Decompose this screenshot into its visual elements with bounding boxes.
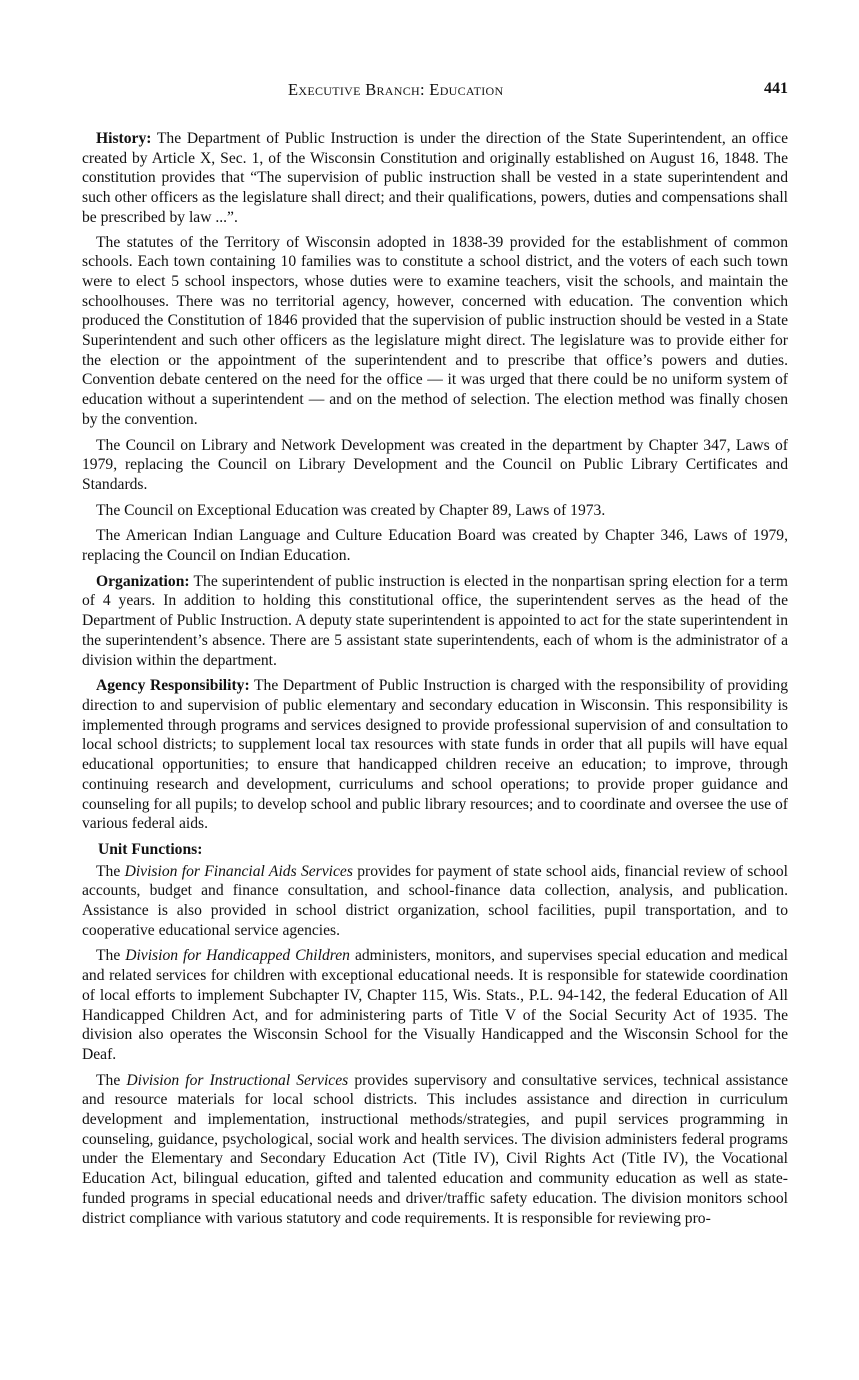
handicapped-children-division: Division for Handicapped Children xyxy=(125,947,350,965)
running-header xyxy=(0,80,859,104)
agency-responsibility-paragraph xyxy=(82,676,788,834)
history-lead: History: xyxy=(96,130,152,147)
financial-aids-text: provides for payment of state school aids, financial review of school accounts, budget and finance consultation, and school-finance data collection, analysis, and publication. Assistance is also provided in school district organization, school facilities, pupil transportation, and to cooperative educational service agencies. xyxy=(82,862,788,939)
history-paragraph-3: The Council on Library and Network Development was created in the department by Chapter 347, Laws of 1979, replacing the Council on Library Development and the Council on Public Library Certificates and Standards. xyxy=(82,436,788,493)
history-paragraph xyxy=(82,129,788,228)
history-paragraph-5: The American Indian Language and Culture Education Board was created by Chapter 346, Laws of 1979, replacing the Council on Indian Education. xyxy=(82,527,788,565)
financial-aids-paragraph xyxy=(82,862,788,941)
organization-text: The superintendent of public instruction is elected in the nonpartisan spring election for a term of 4 years. In addition to holding this constitutional office, the superintendent serves as the head of the Department of Public Instruction. A deputy state superintendent is appointed to act for the state superintendent in the superintendent’s absence. There are 5 assistant state superintendents, each of whom is the administrator of a division within the department. xyxy=(82,572,788,669)
unit-functions-heading: Unit Functions: xyxy=(98,840,203,858)
instructional-services-division: Division for Instructional Services xyxy=(126,1071,349,1089)
organization-lead: Organization: xyxy=(96,572,190,590)
instructional-services-pre: The xyxy=(96,1071,121,1089)
agency-responsibility-lead: Agency Responsibility: xyxy=(96,677,250,695)
instructional-services-paragraph xyxy=(82,1071,788,1229)
financial-aids-division: Division for Financial Aids Services xyxy=(124,862,353,880)
handicapped-children-text: administers, monitors, and supervises special education and medical and related services for children with exceptional educational needs. It is responsible for statewide coordination of local efforts to implement Subchapter IV, Chapter 115, Wis. Stats., P.L. 94-142, the federal Education of All Handicapped Children Act, and for administering parts of Title V of the Social Security Act of 1935. The division also operates the Wisconsin School for the Visually Handicapped and the Wisconsin School for the Deaf. xyxy=(82,947,788,1063)
body-text xyxy=(82,129,788,1234)
history-paragraph-2: The statutes of the Territory of Wisconsin adopted in 1838-39 provided for the establishment of common schools. Each town containing 10 families was to constitute a school district, and the voters of each such town were to elect 5 school inspectors, whose duties were to examine teachers, visit the schools, and maintain the schoolhouses. There was no territorial agency, however, concerned with education. The convention which produced the Constitution of 1846 provided that the supervision of public instruction should be vested in a State Superintendent and such other officers as the legislature might direct. The legislature was to provide either for the election or the appointment of the superintendent and to prescribe that office’s powers and duties. Convention debate centered on the need for the office — it was urged that there could be no uniform system of education without a superintendent — and on the method of selection. The election method was finally chosen by the convention. xyxy=(82,233,788,428)
history-paragraph-4: The Council on Exceptional Education was created by Chapter 89, Laws of 1973. xyxy=(96,501,606,519)
organization-paragraph xyxy=(82,572,788,671)
running-title: Executive Branch: Education xyxy=(288,80,504,99)
history-text: The Department of Public Instruction is under the direction of the State Superintendent, an office created by Article X, Sec. 1, of the Wisconsin Constitution and originally established on August 16, 1848. The constitution provides that “The supervision of public instruction shall be vested in a state superintendent and such other officers as the legislature shall direct; and their qualifications, powers, duties and compensations shall be prescribed by law ...”. xyxy=(82,130,788,226)
handicapped-children-paragraph xyxy=(82,946,788,1064)
agency-responsibility-text: The Department of Public Instruction is charged with the responsibility of providing direction to and supervision of public elementary and secondary education in Wisconsin. This responsibility is implemented through programs and services designed to provide professional supervision of and consultation to local school districts; to supplement local tax resources with state funds in order that all pupils will have equal educational opportunities; to ensure that handicapped children receive an education; to improve, through continuing research and development, curriculums and school operations; to provide proper guidance and counseling for all pupils; to develop school and public library resources; and to coordinate and oversee the use of various federal aids. xyxy=(82,677,788,833)
handicapped-children-pre: The xyxy=(96,947,121,965)
financial-aids-pre: The xyxy=(96,862,121,880)
instructional-services-text: provides supervisory and consultative services, technical assistance and resource materials for local school districts. This includes assistance and direction in curriculum development and implementation, instructional methods/strategies, and pupil services programming in counseling, guidance, psychological, social work and health services. The division administers federal programs under the Elementary and Secondary Education Act (Title IV), Civil Rights Act (Title IV), the Vocational Education Act, bilingual education, gifted and talented education and community education as well as state-funded programs in special educational needs and driver/traffic safety education. The division monitors school district compliance with various statutory and code requirements. It is responsible for reviewing pro- xyxy=(82,1071,788,1227)
page-number: 441 xyxy=(764,80,788,97)
